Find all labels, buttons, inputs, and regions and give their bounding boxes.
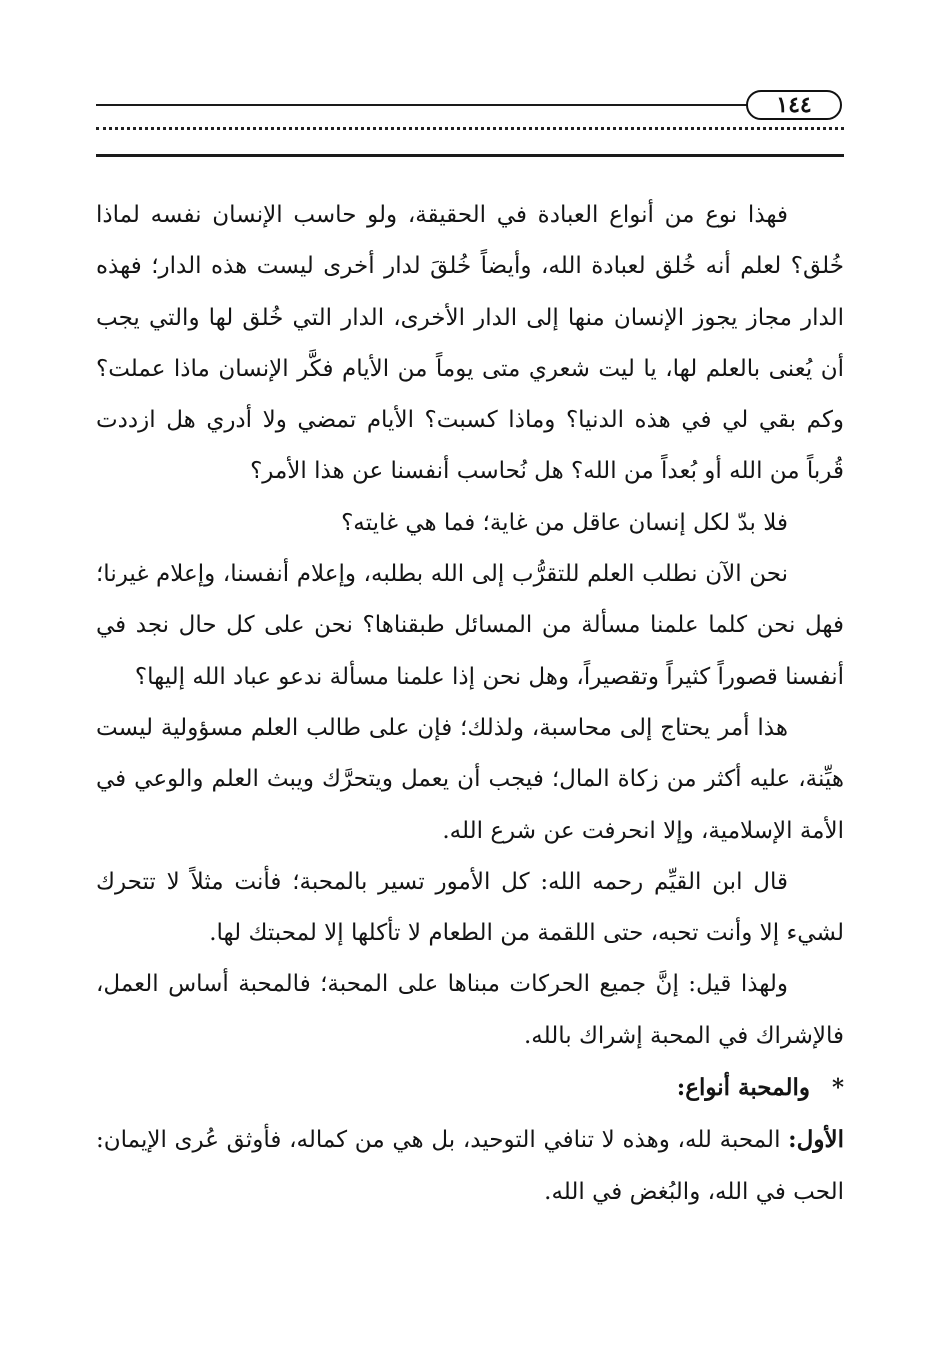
header-rule-bottom (96, 154, 844, 157)
paragraph: نحن الآن نطلب العلم للتقرُّب إلى الله بطلبه، وإعلام أنفسنا، وإعلام غيرنا؛ فهل نحن كلما علمنا مسألة من المسائل طبقناها؟ نحن على كل حال نجد في أنفسنا قصوراً كثيراً وتقصيراً، وهل نحن إذا علمنا مسألة ندعو عباد الله إليها؟ (96, 561, 844, 690)
paragraph: فهذا نوع من أنواع العبادة في الحقيقة، ولو حاسب الإنسان نفسه لماذا خُلق؟ لعلم أنه خُلق لعبادة الله، وأيضاً خُلقَ لدار أخرى ليست هذه الدار؛ فهذه الدار مجاز يجوز الإنسان منها إلى الدار الأخرى، الدار التي خُلق لها والتي يجب أن يُعنى بالعلم لها، يا ليت شعري متى يوماً من الأيام فكَّر الإنسان ماذا عملت؟ وكم بقي لي في هذه الدنيا؟ وماذا كسبت؟ الأيام تمضي ولا أدري هل ازددت قُرباً من الله أو بُعداً من الله؟ هل نُحاسب أنفسنا عن هذا الأمر؟ (96, 202, 844, 485)
paragraph: هذا أمر يحتاج إلى محاسبة، ولذلك؛ فإن على طالب العلم مسؤولية ليست هيِّنة، عليه أكثر من زكاة المال؛ فيجب أن يعمل ويتحرَّك ويبث العلم والوعي في الأمة الإسلامية، وإلا انحرفت عن شرع الله. (96, 714, 844, 844)
list-text: المحبة لله، وهذه لا تنافي التوحيد، بل هي من كماله، فأوثق عُرى الإيمان: الحب في الله، والبُغض في الله. (96, 1127, 844, 1205)
page-body (96, 190, 844, 1218)
header-rule-left (96, 104, 748, 106)
page-number: ١٤٤ (746, 90, 842, 120)
dotted-divider (96, 124, 844, 130)
page-header (96, 82, 844, 162)
asterisk-icon: * (831, 1074, 844, 1102)
paragraph (96, 1114, 844, 1218)
section-heading (96, 1062, 844, 1114)
list-lead: الأول: (788, 1126, 844, 1154)
paragraph: فلا بدّ لكل إنسان عاقل من غاية؛ فما هي غايته؟ (341, 509, 788, 536)
paragraph: قال ابن القيِّم رحمه الله: كل الأمور تسير بالمحبة؛ فأنت مثلاً لا تتحرك لشيء إلا وأنت تحبه، حتى اللقمة من الطعام لا تأكلها إلا لمحبتك لها. (96, 868, 844, 947)
paragraph: ولهذا قيل: إنَّ جميع الحركات مبناها على المحبة؛ فالمحبة أساس العمل، فالإشراك في المحبة إشراك بالله. (96, 971, 844, 1049)
section-heading-text: والمحبة أنواع: (676, 1074, 810, 1102)
